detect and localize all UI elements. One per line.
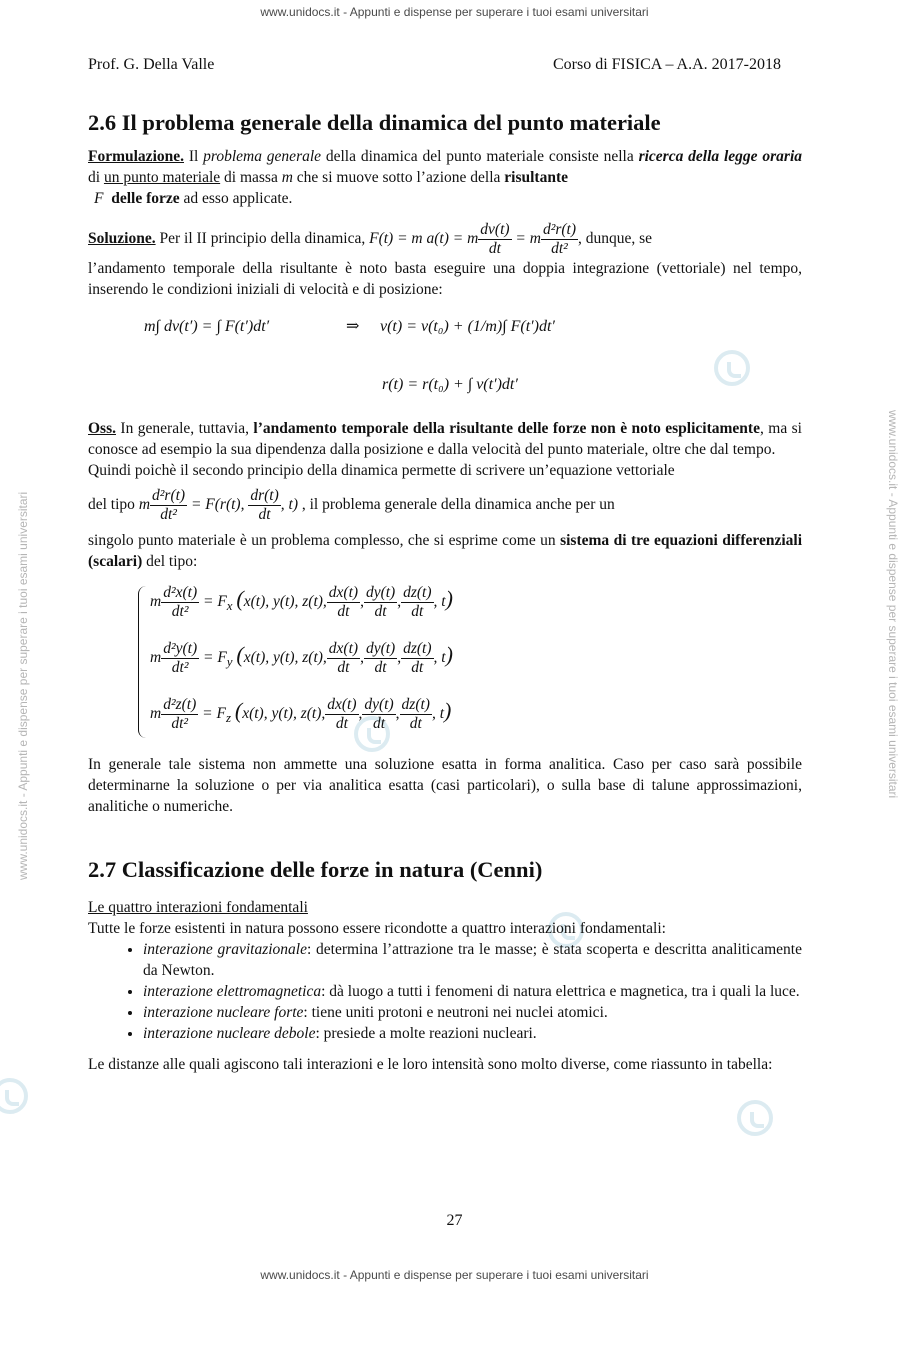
list-item: • interazione elettromagnetica: dà luogo a tutti i fenomeni di natura elettrica e magnetica, tra i quali la luce. [143,981,802,1002]
newton-equation: F(t) = m a(t) = m [369,230,479,248]
differential-system [88,578,802,748]
watermark-bottom: www.unidocs.it - Appunti e dispense per superare i tuoi esami universitari [260,1268,649,1282]
section-title-2-6: 2.6 Il problema generale della dinamica del punto materiale [88,110,661,135]
force-vector-symbol: F [94,190,104,207]
list-item: • interazione nucleare debole: presiede a molte reazioni nucleari. [143,1023,802,1044]
section-title-2-7: 2.7 Classificazione delle forze in natura (Cenni) [88,857,543,882]
system-brace [138,586,149,738]
implies-arrow: ⇒ [346,318,360,335]
paragraph-formulazione: Formulazione. Il problema generale della dinamica del punto materiale consiste nella ricerca della legge oraria di un punto materiale di massa m che si muove sotto l’azione della risultante F delle forze ad esso applicate. [88,148,803,207]
paragraph-vector-equation: del tipo m $\frac{\text{d²r(t)}}{\text{dt²}}$ = F(r(t), $\frac{dr(t)}{dt}$ , t) , il problema generale della dinamica anche per un [88,487,615,523]
page-number: 27 [446,1212,463,1229]
system-equation-z: m $\frac{\text{d²z(t)}}{\text{dt²}}$ = $F_z$ (x(t), y(t), z(t), $\frac{dx(t)}{dt}$ , $\frac{dy(t)}{dt}$ , $\frac{dz(t)}{dt}$ , t) [150,696,452,732]
paragraph-quindi: Quindi poichè il secondo principio della dinamica permette di scrivere un’equazione vettoriale [88,462,675,479]
header-author: Prof. G. Della Valle [88,56,215,73]
paragraph-conclusion: In generale tale sistema non ammette una soluzione esatta in forma analitica. Caso per caso sarà possibile determinarne la soluzione o per via analitica esatta (casi particolari), o sulla base di talune approssimazioni, analitiche o numeriche. [88,756,802,815]
interactions-list [88,939,802,1044]
list-item: • interazione gravitazionale: determina l’attrazione tra le masse; è stata scoperta e descritta analiticamente da Newton. [143,939,802,981]
paragraph-closing: Le distanze alle quali agiscono tali interazioni e le loro intensità sono molto diverse, come riassunto in tabella: [88,1056,773,1073]
oss-label: Oss. [88,420,116,437]
system-equation-y: m $\frac{\text{d²y(t)}}{\text{dt²}}$ = $F_y$ (x(t), y(t), z(t), $\frac{dx(t)}{dt}$ , $\frac{dy(t)}{dt}$ , $\frac{dz(t)}{dt}$ , t) [150,640,453,676]
soluzione-label: Soluzione. [88,230,156,248]
watermark-top: www.unidocs.it - Appunti e dispense per superare i tuoi esami universitari [260,5,649,19]
fraction-dr-dt: $\frac{dr(t)}{dt}$ [250,487,279,523]
paragraph-oss: Oss. In generale, tuttavia, l’andamento temporale della risultante delle forze non è noto esplicitamente, ma si conosce ad esempio la sua dipendenza dalla posizione e dalla velocità del punto materiale, oltre che dal tempo. [88,420,802,458]
paragraph-system-intro: singolo punto materiale è un problema complesso, che si esprime come un sistema di tre equazioni differenziali (scalari) del tipo: [88,532,803,570]
integral-equations [88,300,802,414]
watermark-logo-icon [737,1100,773,1136]
paragraph-integration: l’andamento temporale della risultante è noto basta eseguire una doppia integrazione (vettoriale) nel tempo, inserendo le condizioni iniziali di velocità e di posizione: [88,260,802,298]
watermark-right: www.unidocs.it - Appunti e dispense per superare i tuoi esami universitari [886,410,900,799]
header-course: Corso di FISICA – A.A. 2017-2018 [552,56,781,73]
paragraph-forces-intro: Tutte le forze esistenti in natura possono essere ricondotte a quattro interazioni fondamentali: [88,920,666,937]
system-equation-x: m $\frac{\text{d²x(t)}}{\text{dt²}}$ = $F_x$ (x(t), y(t), z(t), $\frac{dx(t)}{dt}$ , $\frac{dy(t)}{dt}$ , $\frac{dz(t)}{dt}$ , t) [150,584,453,620]
integral-position: r(t) = r(t₀) + ∫ v(t′)dt′ [382,376,518,393]
integral-velocity-right: v(t) = v(t₀) + (1/m)∫ F(t′)dt′ [380,318,555,335]
list-item: • interazione nucleare forte: tiene uniti protoni e neutroni nei nuclei atomici. [143,1002,802,1023]
fraction-d2r-dt2: $\frac{\text{d²r(t)}}{\text{dt²}}$ [542,221,577,257]
watermark-left: www.unidocs.it - Appunti e dispense per superare i tuoi esami universitari [16,491,30,880]
formulazione-label: Formulazione. [88,148,184,165]
page-content [88,108,802,1075]
watermark-logo-icon [0,1078,28,1114]
subsection-title: Le quattro interazioni fondamentali [88,899,308,916]
integral-velocity-left: m∫ dv(t′) = ∫ F(t′)dt′ [144,318,270,335]
fraction-dv-dt: $\frac{dv(t)}{dt}$ [480,221,510,257]
paragraph-soluzione: Soluzione. Per il II principio della dinamica, F(t) = m a(t) = m $\frac{dv(t)}{dt}$ = m $\frac{\text{d²r(t)}}{\text{dt²}}$ , dunque, se [88,221,653,257]
fraction-d2r-dt2-b: $\frac{\text{d²r(t)}}{\text{dt²}}$ [152,487,186,523]
